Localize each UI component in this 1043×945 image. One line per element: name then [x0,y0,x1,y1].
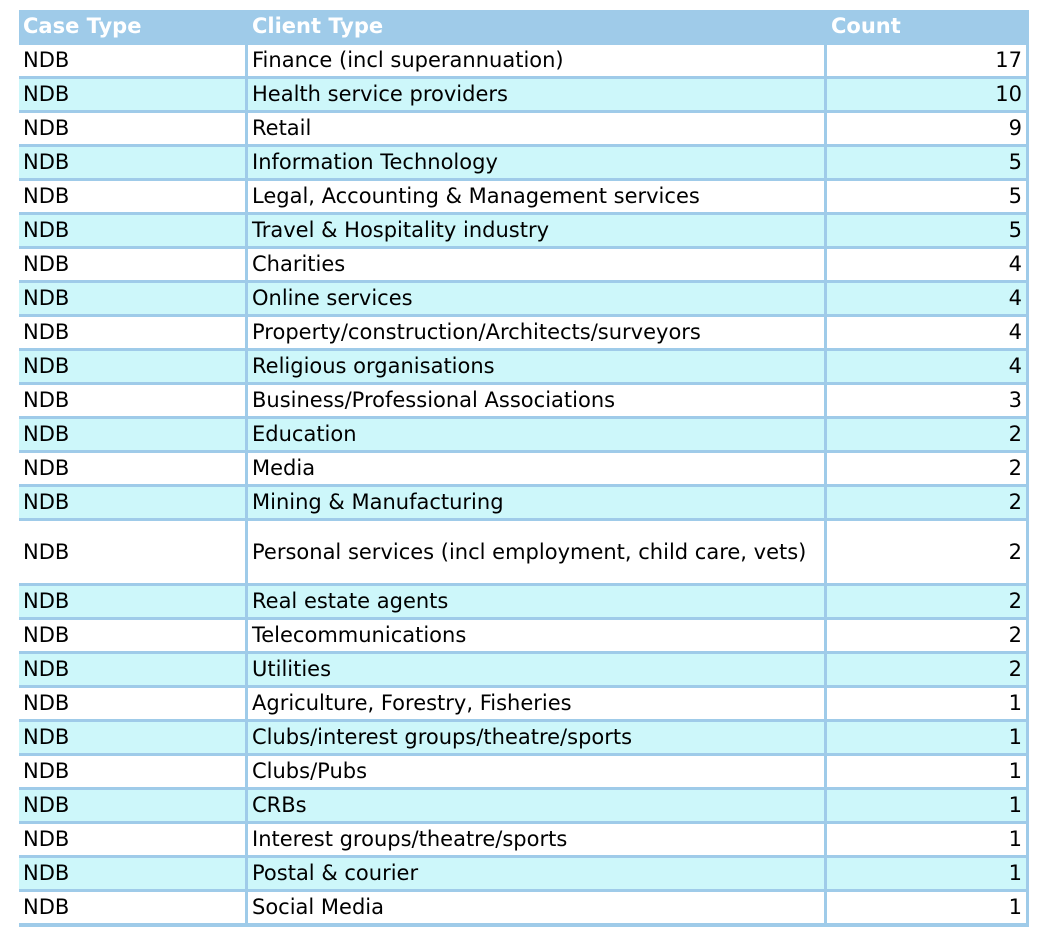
table-row [19,147,1026,178]
cell-case-type: NDB [19,586,245,617]
cell-count: 17 [827,45,1026,76]
cell-count: 2 [827,521,1026,583]
cell-client-type: Postal & courier [248,858,824,889]
column-header-count: Count [827,11,1026,42]
cell-client-type: Charities [248,249,824,280]
cell-count: 2 [827,453,1026,484]
cell-case-type: NDB [19,756,245,787]
cell-case-type: NDB [19,521,245,583]
table-row [19,790,1026,821]
cell-count: 2 [827,620,1026,651]
table-body [19,45,1026,923]
cell-count: 10 [827,79,1026,110]
cell-case-type: NDB [19,487,245,518]
cell-client-type: Media [248,453,824,484]
cell-count: 5 [827,181,1026,212]
table-row [19,688,1026,719]
cell-client-type: Social Media [248,892,824,923]
cell-count: 2 [827,654,1026,685]
cell-client-type: Travel & Hospitality industry [248,215,824,246]
table-row [19,892,1026,923]
cell-case-type: NDB [19,351,245,382]
cell-client-type: Religious organisations [248,351,824,382]
cell-case-type: NDB [19,654,245,685]
cell-client-type: Telecommunications [248,620,824,651]
cell-client-type: Business/Professional Associations [248,385,824,416]
cell-case-type: NDB [19,45,245,76]
table-row [19,722,1026,753]
cell-case-type: NDB [19,181,245,212]
table-row [19,487,1026,518]
cell-case-type: NDB [19,620,245,651]
cell-case-type: NDB [19,147,245,178]
cell-case-type: NDB [19,215,245,246]
cell-case-type: NDB [19,858,245,889]
cell-count: 5 [827,215,1026,246]
table-row [19,521,1026,583]
cell-client-type: Retail [248,113,824,144]
cell-client-type: Legal, Accounting & Management services [248,181,824,212]
cell-case-type: NDB [19,419,245,450]
cell-client-type: Utilities [248,654,824,685]
cell-case-type: NDB [19,892,245,923]
cell-count: 1 [827,824,1026,855]
cell-case-type: NDB [19,453,245,484]
cell-client-type: Agriculture, Forestry, Fisheries [248,688,824,719]
table-row [19,317,1026,348]
cell-client-type: Personal services (incl employment, child care, vets) [248,521,824,583]
table-row [19,419,1026,450]
cell-count: 1 [827,892,1026,923]
table-row [19,113,1026,144]
table-row [19,249,1026,280]
cell-case-type: NDB [19,249,245,280]
cell-count: 1 [827,858,1026,889]
column-header-client-type: Client Type [248,11,824,42]
table-row [19,45,1026,76]
table-row [19,586,1026,617]
table-row [19,283,1026,314]
cell-client-type: Clubs/Pubs [248,756,824,787]
cell-count: 4 [827,283,1026,314]
cell-client-type: Finance (incl superannuation) [248,45,824,76]
cell-count: 4 [827,317,1026,348]
cell-count: 1 [827,790,1026,821]
table-row [19,79,1026,110]
cell-count: 2 [827,586,1026,617]
table-row [19,620,1026,651]
column-header-case-type: Case Type [19,11,245,42]
table-row [19,858,1026,889]
cell-case-type: NDB [19,385,245,416]
table-row [19,756,1026,787]
cell-count: 2 [827,487,1026,518]
cell-count: 9 [827,113,1026,144]
cell-case-type: NDB [19,113,245,144]
table-row [19,181,1026,212]
table-row [19,385,1026,416]
cell-client-type: Mining & Manufacturing [248,487,824,518]
table-row [19,654,1026,685]
cell-client-type: Interest groups/theatre/sports [248,824,824,855]
cell-case-type: NDB [19,283,245,314]
cell-client-type: Education [248,419,824,450]
cell-case-type: NDB [19,722,245,753]
cell-client-type: Information Technology [248,147,824,178]
client-type-table [19,10,1029,927]
cell-client-type: Online services [248,283,824,314]
cell-count: 1 [827,722,1026,753]
cell-client-type: Property/construction/Architects/surveyors [248,317,824,348]
data-table [16,8,1029,926]
cell-client-type: Real estate agents [248,586,824,617]
cell-count: 5 [827,147,1026,178]
cell-count: 4 [827,351,1026,382]
cell-count: 2 [827,419,1026,450]
table-header-row [19,11,1026,42]
cell-client-type: CRBs [248,790,824,821]
cell-count: 4 [827,249,1026,280]
cell-count: 1 [827,688,1026,719]
cell-count: 3 [827,385,1026,416]
table-row [19,351,1026,382]
cell-case-type: NDB [19,79,245,110]
table-row [19,453,1026,484]
cell-client-type: Health service providers [248,79,824,110]
table-row [19,215,1026,246]
cell-case-type: NDB [19,824,245,855]
cell-case-type: NDB [19,317,245,348]
cell-case-type: NDB [19,688,245,719]
cell-case-type: NDB [19,790,245,821]
cell-count: 1 [827,756,1026,787]
table-row [19,824,1026,855]
cell-client-type: Clubs/interest groups/theatre/sports [248,722,824,753]
